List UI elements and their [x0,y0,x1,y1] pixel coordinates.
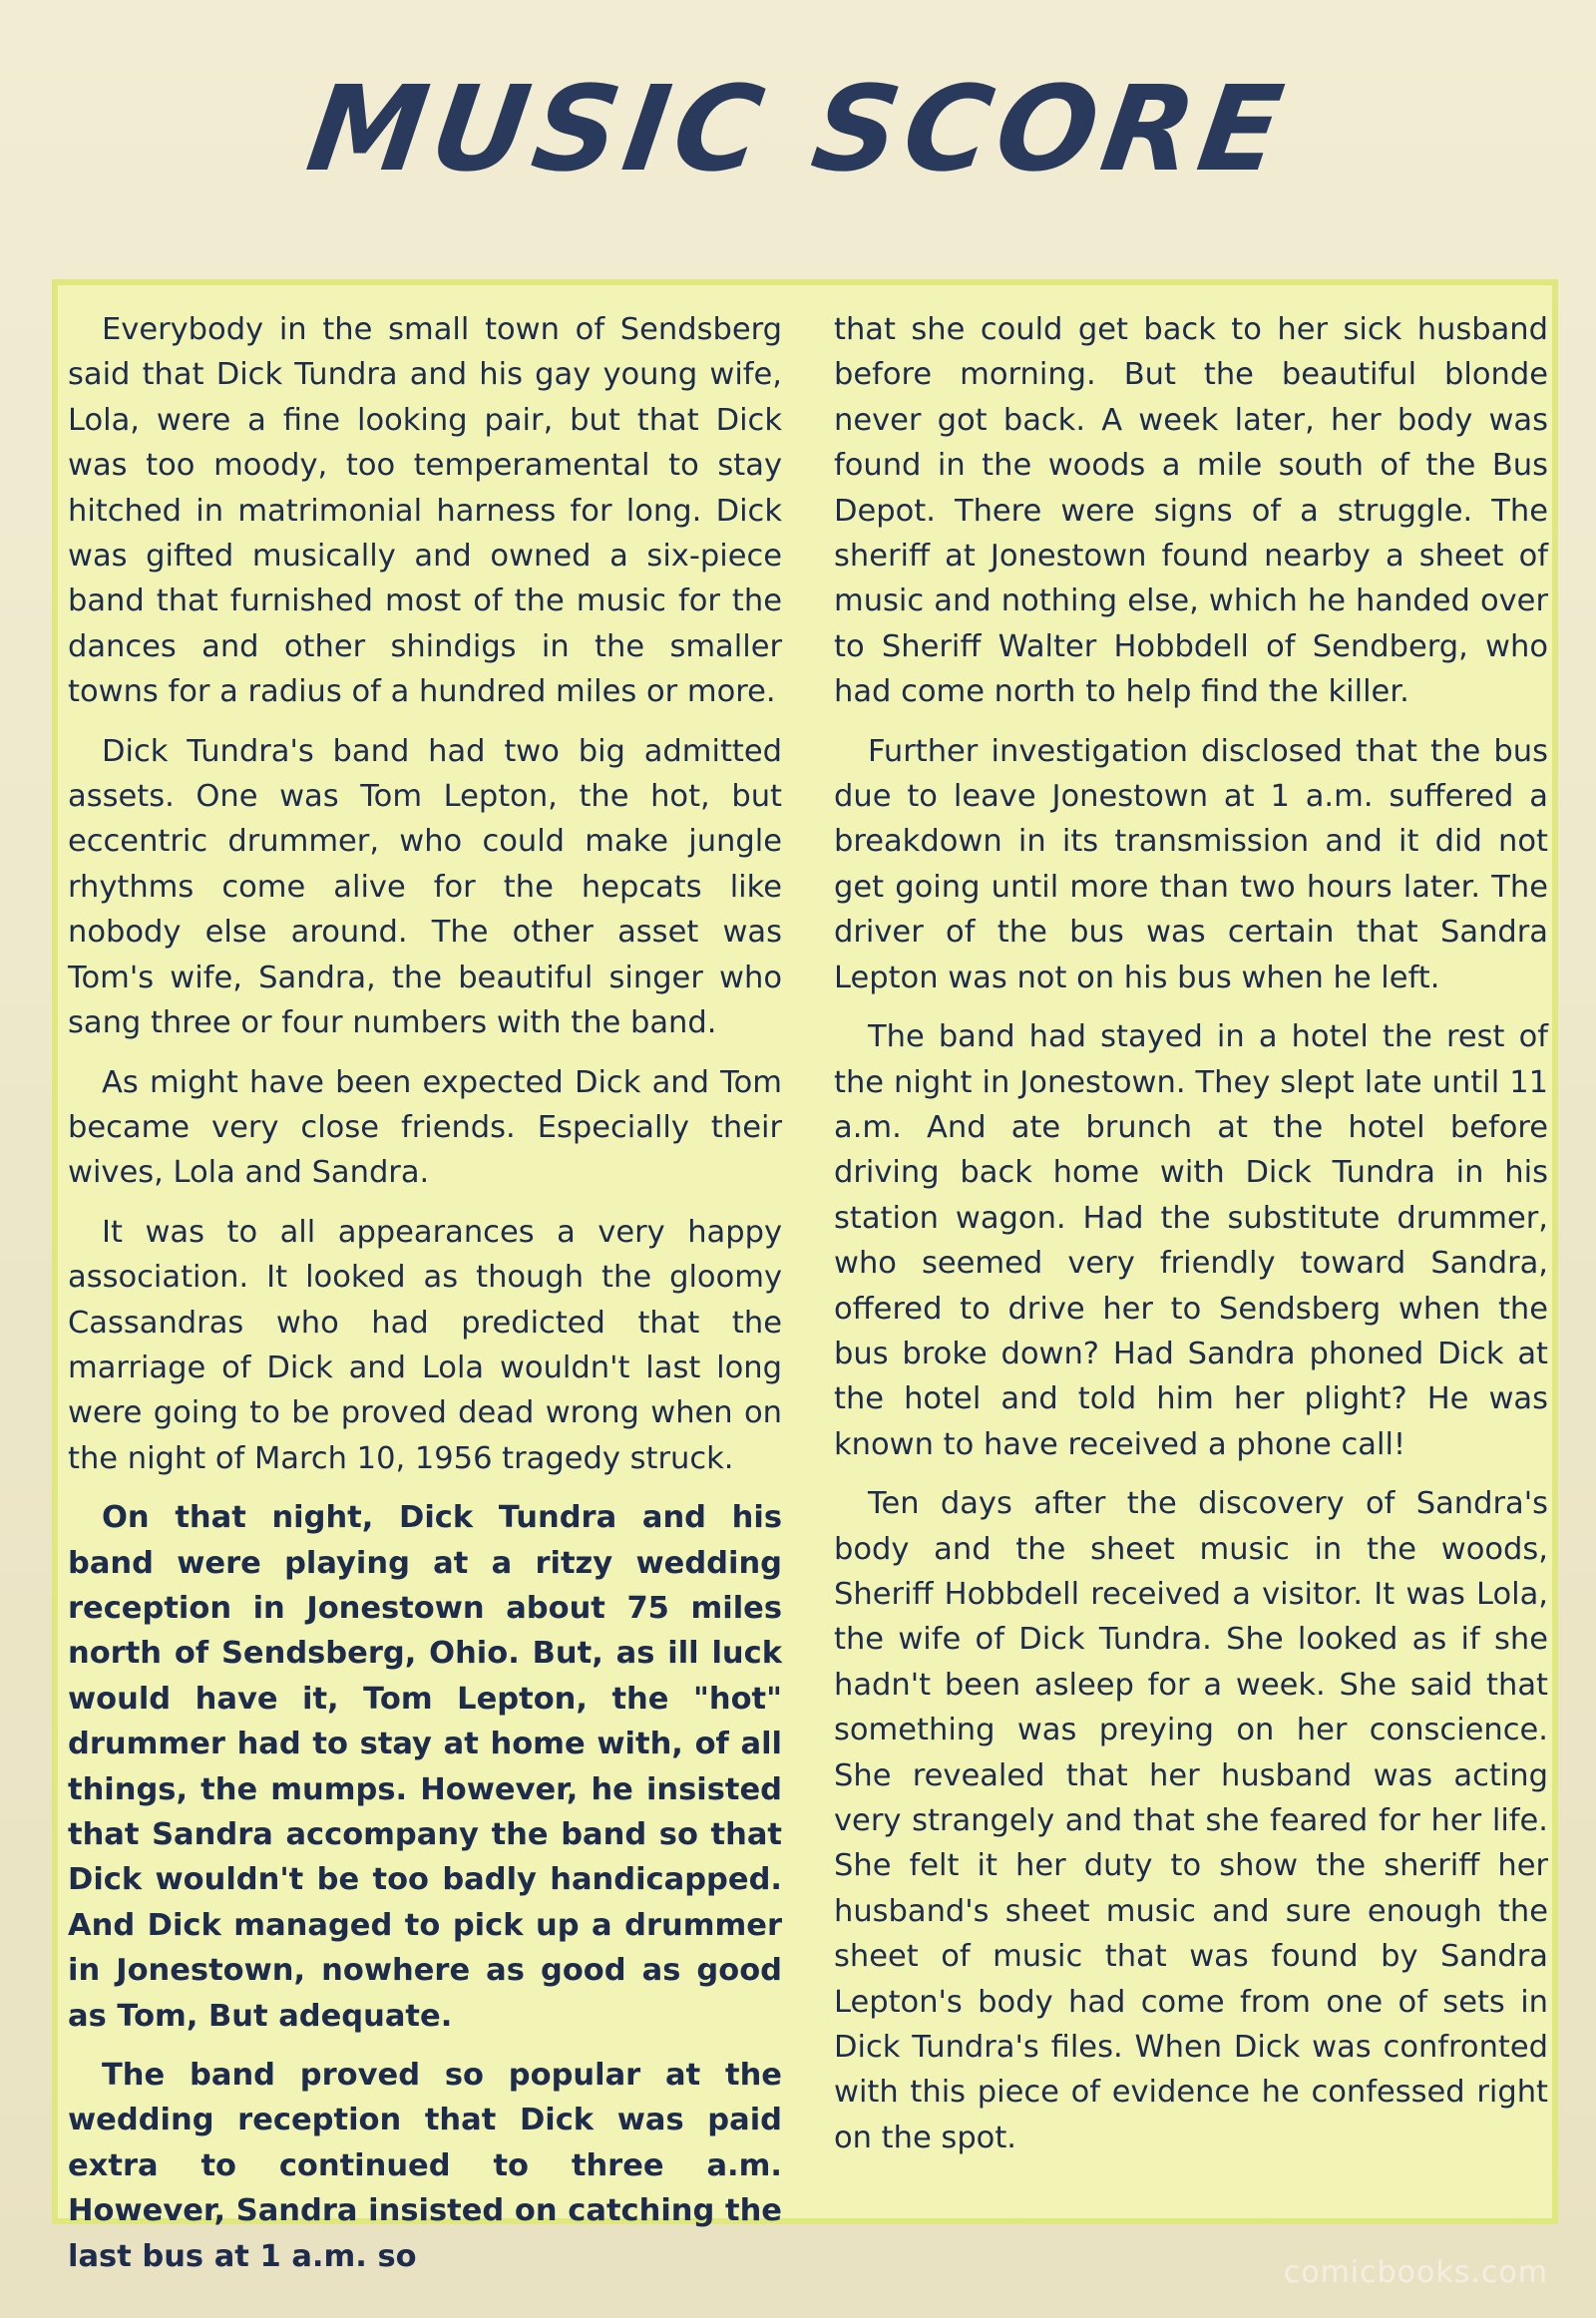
paragraph: As might have been expected Dick and Tom became very close friends. Especially their wives, Lola and Sandra. [68,1064,782,1191]
paragraph: Everybody in the small town of Sendsberg said that Dick Tundra and his gay young wife, Lola, were a fine looking pair, but that Dick was too moody, too temperamental to stay hitched in matrimonial harness for long. Dick was gifted musically and owned a six-piece band that furnished most of the music for the dances and other shindigs in the smaller towns for a radius of a hundred miles or more. [68,312,782,710]
paragraph: Ten days after the discovery of Sandra's body and the sheet music in the woods, Sheriff Hobbdell received a visitor. It was Lola, the wife of Dick Tundra. She looked as if she hadn't been asleep for a week. She said that something was preying on her conscience. She revealed that her husband was acting very strangely and that she feared for her life. She felt it her duty to show the sheriff her husband's sheet music and sure enough the sheet of music that was found by Sandra Lepton's body had come from one of sets in Dick Tundra's files. When Dick was confronted with this piece of evidence he confessed right on the spot. [834,1486,1548,2155]
watermark: comicbooks.com [1283,2255,1548,2290]
left-column [68,307,782,2293]
paragraph: The band had stayed in a hotel the rest of the night in Jonestown. They slept late until 11 a.m. And ate brunch at the hotel before driving back home with Dick Tundra in his station wagon. Had the substitute drummer, who seemed very friendly toward Sandra, offered to drive her to Sendsberg when the bus broke down? Had Sandra phoned Dick at the hotel and told him her plight? He was known to have received a phone call! [834,1019,1548,1462]
paragraph: Dick Tundra's band had two big admitted assets. One was Tom Lepton, the hot, but eccentric drummer, who could make jungle rhythms come alive for the hepcats like nobody else around. The other asset was Tom's wife, Sandra, the beautiful singer who sang three or four numbers with the band. [68,733,782,1041]
paragraph: The band proved so popular at the wedding reception that Dick was paid extra to continued to three a.m. However, Sandra insisted on catching the last bus at 1 a.m. so [68,2058,782,2274]
paragraph: On that night, Dick Tundra and his band were playing at a ritzy wedding reception in Jonestown about 75 miles north of Sendsberg, Ohio. But, as ill luck would have it, Tom Lepton, the "hot" drummer had to stay at home with, of all things, the mumps. However, he insisted that Sandra accompany the band so that Dick wouldn't be too badly handicapped. And Dick managed to pick up a drummer in Jonestown, nowhere as good as good as Tom, But adequate. [68,1500,782,2034]
page-title: MUSIC SCORE [299,60,1297,197]
right-column [834,307,1548,2174]
paragraph: that she could get back to her sick husband before morning. But the beautiful blonde never got back. A week later, her body was found in the woods a mile south of the Bus Depot. There were signs of a struggle. The sheriff at Jonestown found nearby a sheet of music and nothing else, which he handed over to Sheriff Walter Hobbdell of Sendberg, who had come north to help find the killer. [834,312,1548,710]
paragraph: Further investigation disclosed that the bus due to leave Jonestown at 1 a.m. suffered a breakdown in its transmission and it did not get going until more than two hours later. The driver of the bus was certain that Sandra Lepton was not on his bus when he left. [834,733,1548,995]
paragraph: It was to all appearances a very happy association. It looked as though the gloomy Cassandras who had predicted that the marriage of Dick and Lola wouldn't last long were going to be proved dead wrong when on the night of March 10, 1956 tragedy struck. [68,1214,782,1476]
